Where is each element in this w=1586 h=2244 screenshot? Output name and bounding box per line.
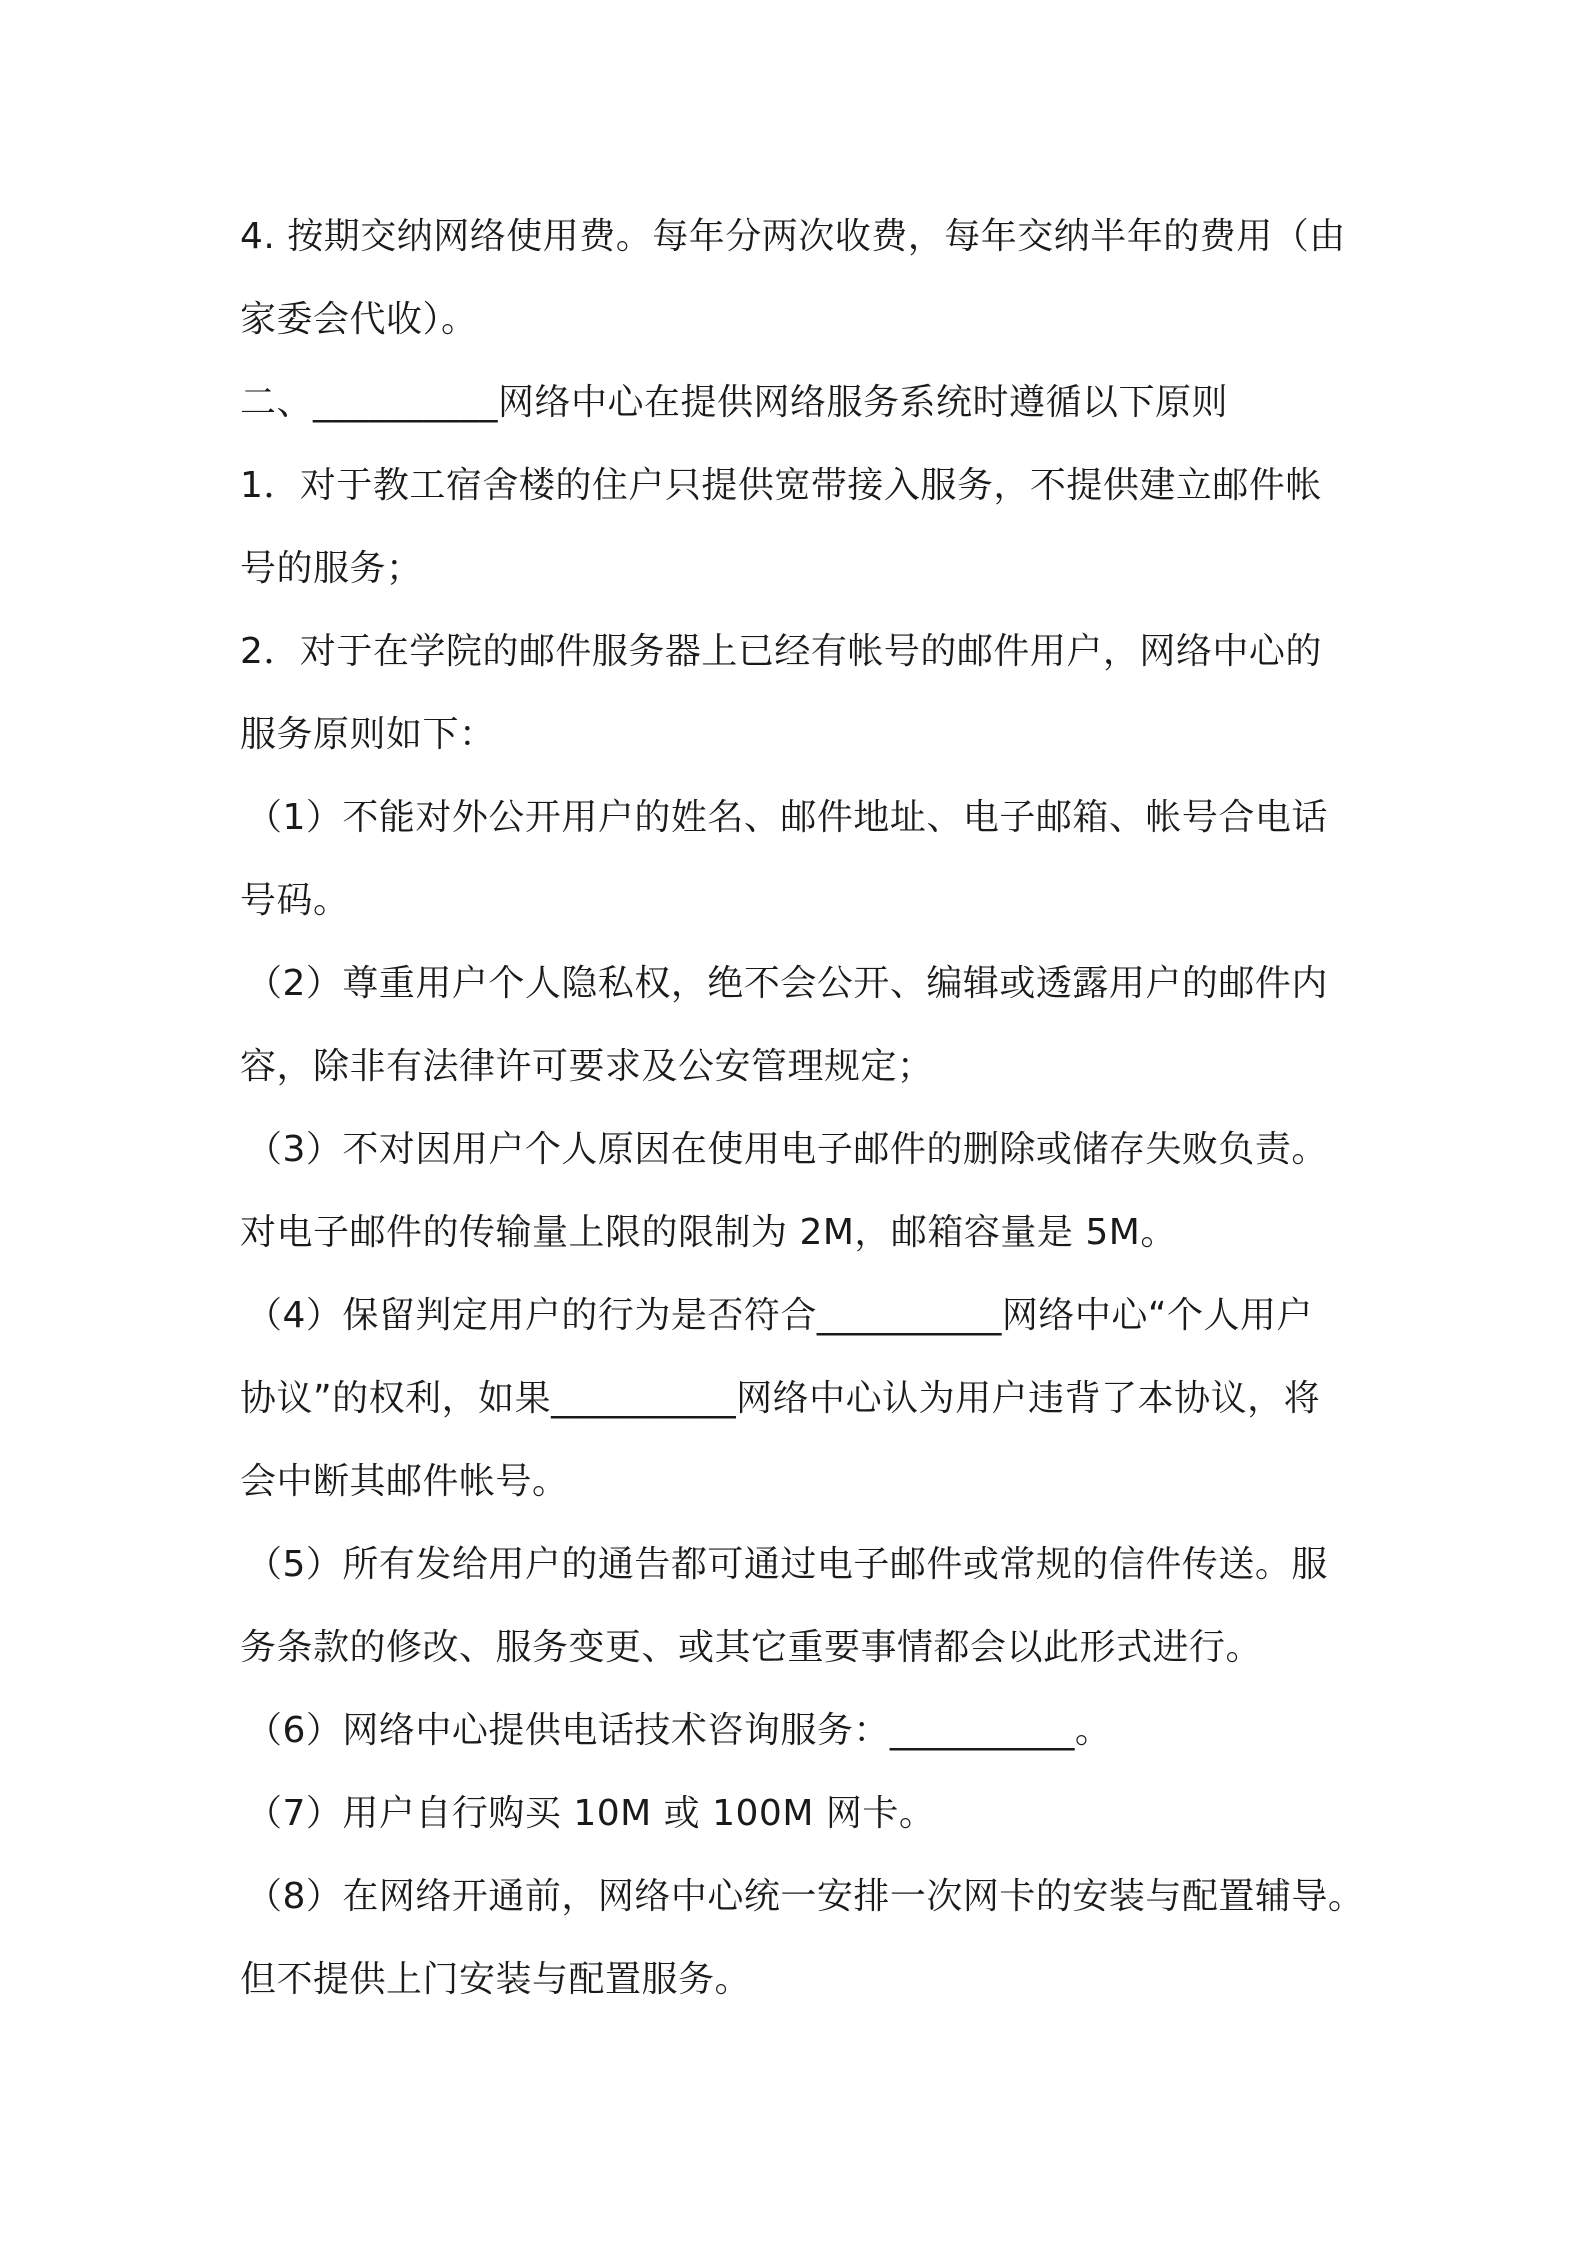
list-item-line: （2）尊重用户个人隐私权，绝不会公开、编辑或透露用户的邮件内 [246, 963, 1328, 1004]
paragraph-line: 1．对于教工宿舍楼的住户只提供宽带接入服务，不提供建立邮件帐 [240, 465, 1322, 506]
list-item-line: （8）在网络开通前，网络中心统一安排一次网卡的安装与配置辅导。 [246, 1876, 1365, 1917]
paragraph-line: 对电子邮件的传输量上限的限制为 2M，邮箱容量是 5M。 [240, 1212, 1177, 1253]
list-item-line: （5）所有发给用户的通告都可通过电子邮件或常规的信件传送。服 [246, 1544, 1328, 1585]
paragraph-line: 号码。 [240, 880, 350, 921]
paragraph-line: 会中断其邮件帐号。 [240, 1461, 569, 1502]
section-heading: 二、__________网络中心在提供网络服务系统时遵循以下原则 [240, 382, 1229, 423]
list-item-line: （3）不对因用户个人原因在使用电子邮件的删除或储存失败负责。 [246, 1129, 1328, 1170]
list-item-line: （6）网络中心提供电话技术咨询服务：__________。 [246, 1710, 1112, 1751]
document-body [240, 195, 1370, 2021]
paragraph-line: 容，除非有法律许可要求及公安管理规定； [240, 1046, 934, 1087]
list-item-line: （4）保留判定用户的行为是否符合__________网络中心“个人用户 [246, 1295, 1314, 1336]
list-item-line: （1）不能对外公开用户的姓名、邮件地址、电子邮箱、帐号合电话 [246, 797, 1328, 838]
paragraph-line: 协议”的权利，如果__________网络中心认为用户违背了本协议，将 [240, 1378, 1321, 1419]
paragraph-line: 服务原则如下： [240, 714, 496, 755]
list-item-line: （7）用户自行购买 10M 或 100M 网卡。 [246, 1793, 936, 1834]
paragraph-line: 2．对于在学院的邮件服务器上已经有帐号的邮件用户，网络中心的 [240, 631, 1322, 672]
paragraph-line: 家委会代收）。 [240, 299, 478, 340]
paragraph-line: 4. 按期交纳网络使用费。每年分两次收费，每年交纳半年的费用（由 [240, 216, 1346, 257]
paragraph-line: 务条款的修改、服务变更、或其它重要事情都会以此形式进行。 [240, 1627, 1263, 1668]
paragraph-line: 号的服务； [240, 548, 423, 589]
paragraph-line: 但不提供上门安装与配置服务。 [240, 1959, 752, 2000]
